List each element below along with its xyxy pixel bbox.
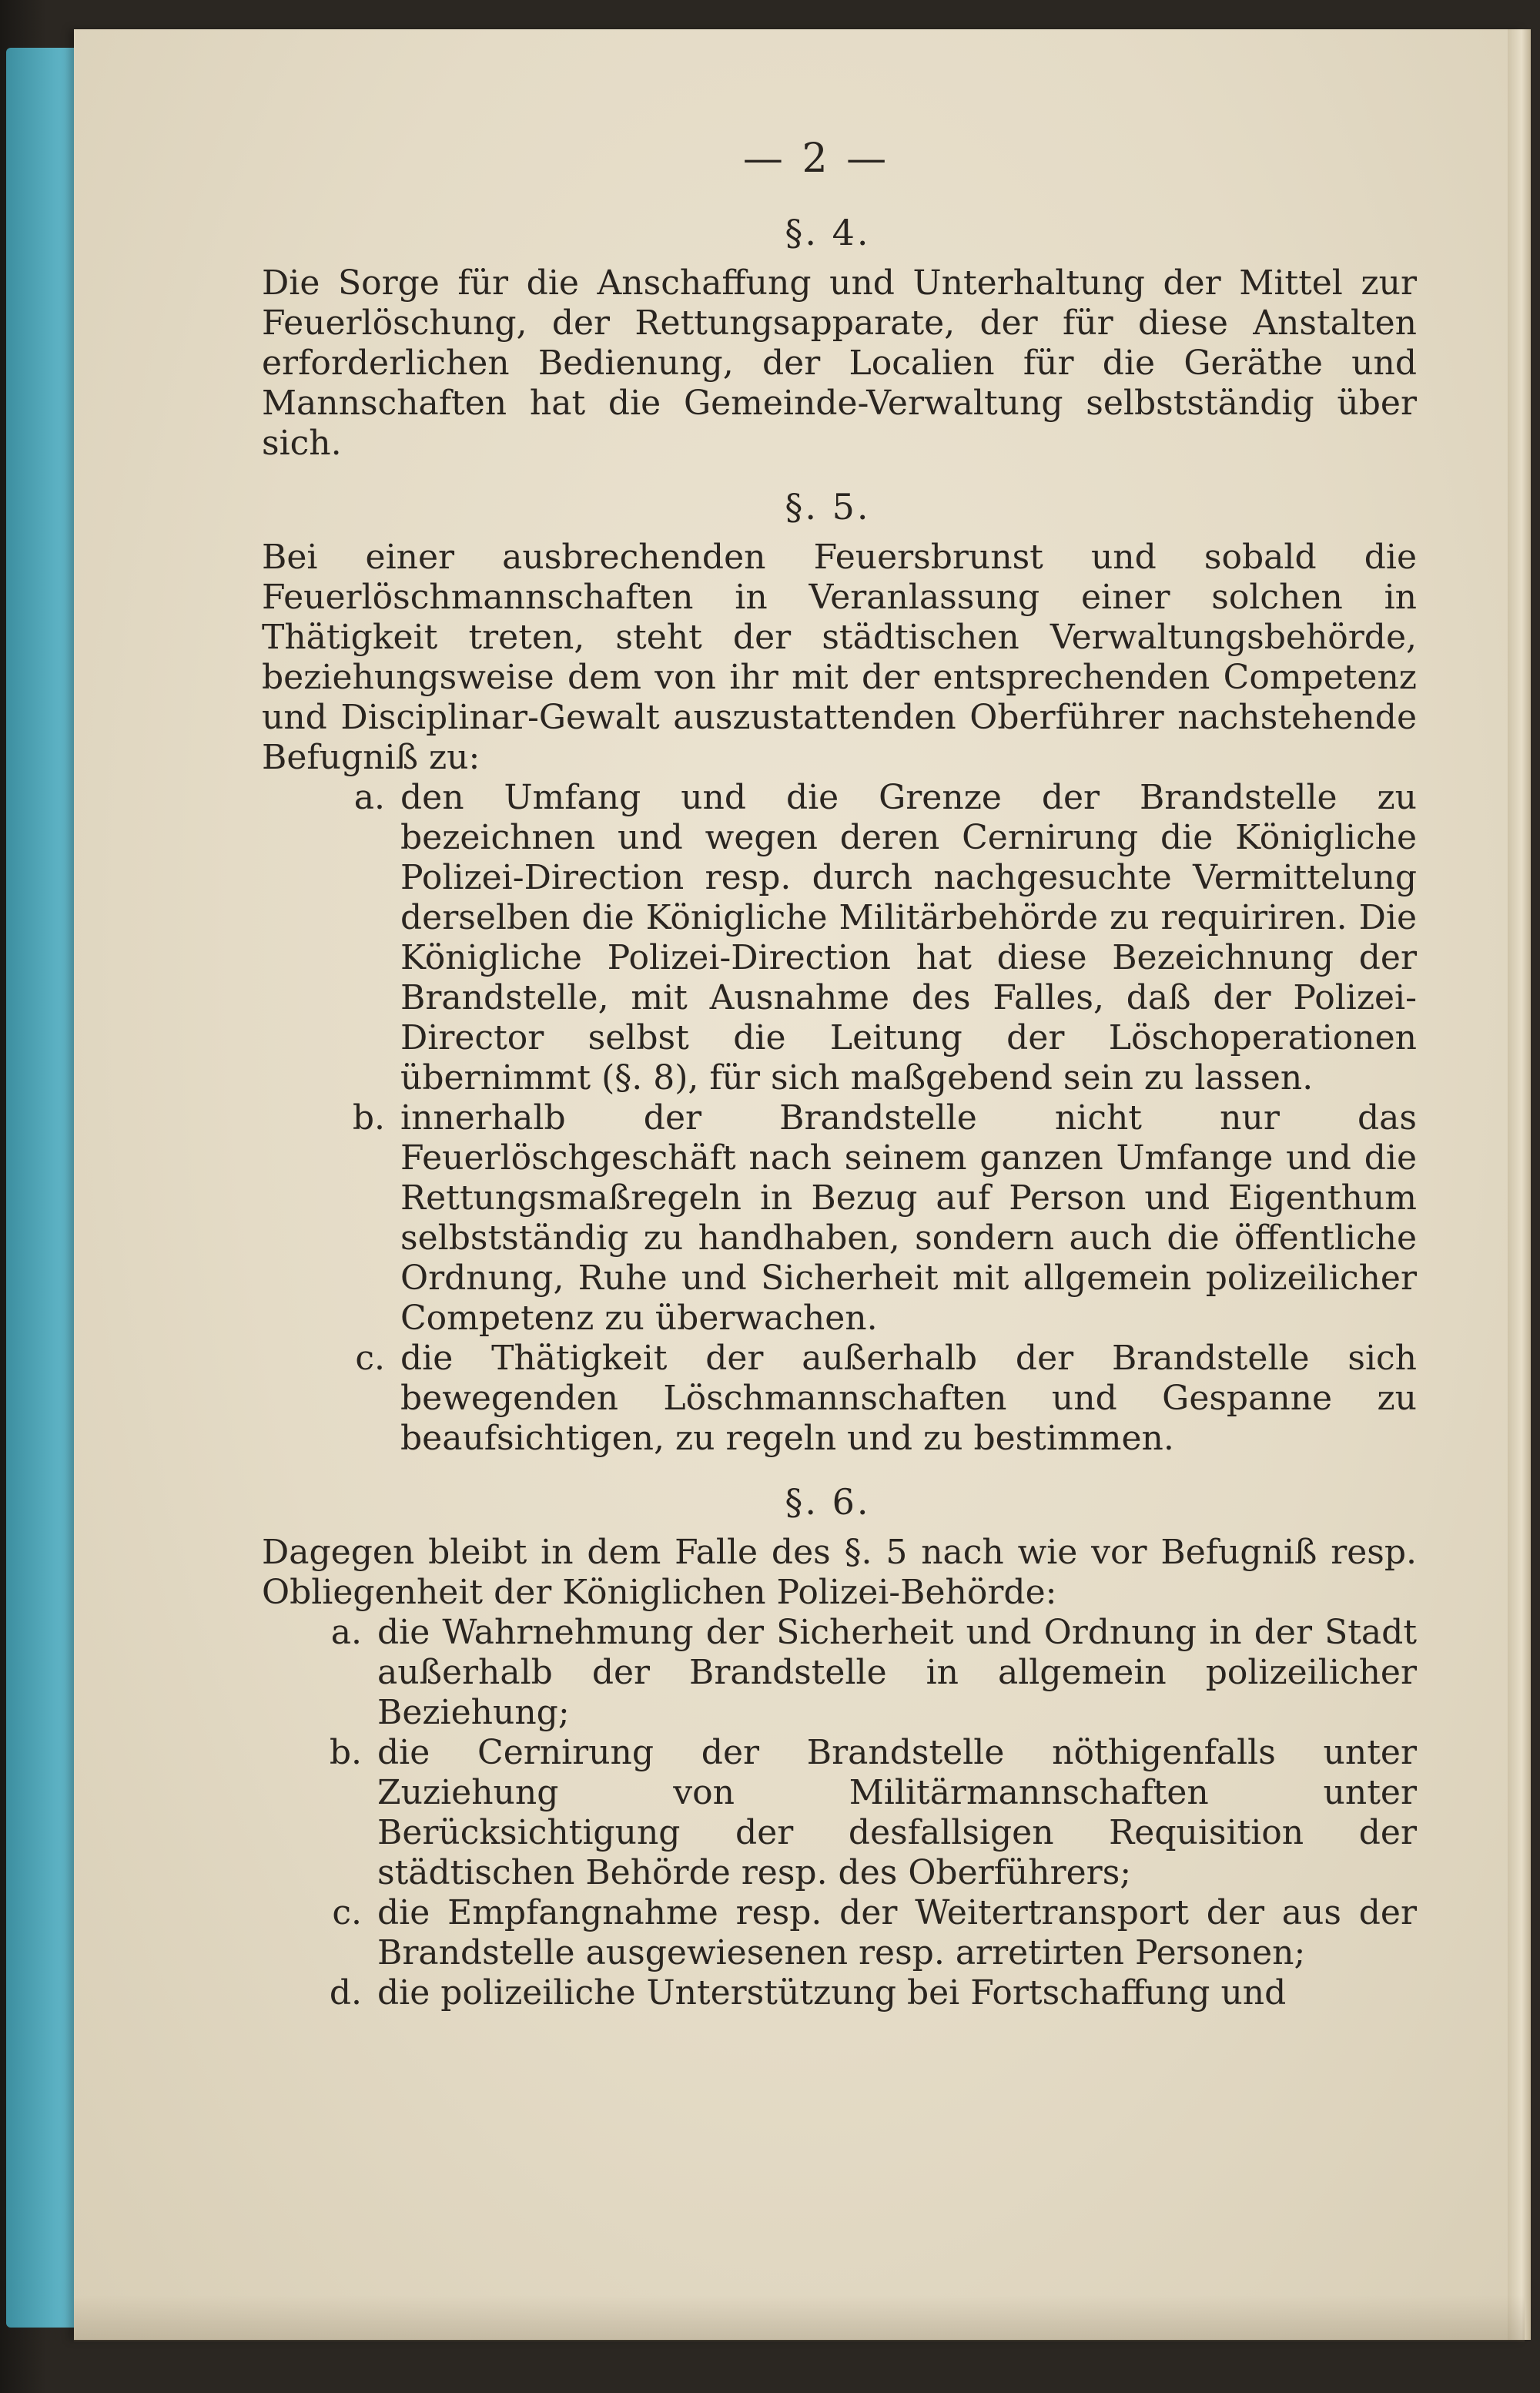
- item-marker: c.: [355, 1339, 385, 1378]
- section-paragraph: Dagegen bleibt in dem Falle des §. 5 nach wie vor Befugniß resp. Obliegenheit der Königlichen Polizei-Behörde:: [262, 1533, 1417, 1612]
- page-bottom-shade: [74, 2295, 1525, 2341]
- section-heading: §. 4.: [785, 212, 871, 253]
- page-number: — 2 —: [742, 136, 890, 182]
- item-text: die Wahrnehmung der Sicherheit und Ordnung in der Stadt außerhalb der Brandstelle in allgemein polizeilicher Beziehung;: [377, 1613, 1417, 1732]
- item-text: die Cernirung der Brandstelle nöthigenfalls unter Zuziehung von Militärmannschaften unter Berücksichtigung der desfallsigen Requisition der städtischen Behörde resp. des Oberführers;: [377, 1733, 1417, 1892]
- item-text: die polizeiliche Unterstützung bei Fortschaffung und: [377, 1973, 1287, 2013]
- section-4: [262, 213, 1417, 464]
- item-text: den Umfang und die Grenze der Brandstelle zu bezeichnen und wegen deren Cernirung die Königliche Polizei-Direction resp. durch nachgesuchte Vermittelung derselben die Königliche Militärbehörde zu requiriren. Die Königliche Polizei-Direction hat diese Bezeichnung der Brandstelle, mit Ausnahme des Falles, daß der Polizei-Director selbst die Leitung der Löschoperationen übernimmt (§. 8), für sich maßgebend sein zu lassen.: [400, 778, 1417, 1098]
- item-list: [262, 778, 1417, 1459]
- list-item: [331, 1098, 1417, 1339]
- section-5: [262, 487, 1417, 1459]
- item-text: die Empfangnahme resp. der Weitertransport der aus der Brandstelle ausgewiesenen resp. arretirten Personen;: [377, 1893, 1417, 1972]
- section-heading: §. 5.: [785, 486, 871, 528]
- item-marker: a.: [330, 1613, 362, 1652]
- list-item: [308, 1973, 1417, 2013]
- item-text: innerhalb der Brandstelle nicht nur das Feuerlöschgeschäft nach seinem ganzen Umfange und die Rettungsmaßregeln in Bezug auf Person und Eigenthum selbstständig zu handhaben, sondern auch die öffentliche Ordnung, Ruhe und Sicherheit mit allgemein polizeilicher Competenz zu überwachen.: [400, 1098, 1417, 1338]
- list-item: [331, 778, 1417, 1098]
- list-item: [308, 1733, 1417, 1893]
- page-gutter: [1508, 29, 1531, 2340]
- item-marker: d.: [329, 1973, 362, 2013]
- list-item: [308, 1613, 1417, 1733]
- item-marker: b.: [352, 1098, 385, 1138]
- list-item: [331, 1339, 1417, 1459]
- section-paragraph: Die Sorge für die Anschaffung und Unterhaltung der Mittel zur Feuerlöschung, der Rettungsapparate, der für diese Anstalten erforderlichen Bedienung, der Localien für die Geräthe und Mannschaften hat die Gemeinde-Verwaltung selbstständig über sich.: [262, 263, 1417, 463]
- section-paragraph: Bei einer ausbrechenden Feuersbrunst und sobald die Feuerlöschmannschaften in Veranlassung einer solchen in Thätigkeit treten, steht der städtischen Verwaltungsbehörde, beziehungsweise dem von ihr mit der entsprechenden Competenz und Disciplinar-Gewalt auszustattenden Oberführer nachstehende Befugniß zu:: [262, 538, 1417, 777]
- item-marker: b.: [329, 1733, 362, 1772]
- section-6: [262, 1482, 1417, 2013]
- list-item: [308, 1893, 1417, 1973]
- item-text: die Thätigkeit der außerhalb der Brandstelle sich bewegenden Löschmannschaften und Gespanne zu beaufsichtigen, zu regeln und zu bestimmen.: [400, 1339, 1417, 1458]
- item-marker: c.: [332, 1893, 362, 1932]
- page-text: [262, 136, 1417, 2013]
- section-heading: §. 6.: [785, 1481, 871, 1523]
- item-marker: a.: [353, 778, 385, 817]
- item-list: [262, 1613, 1417, 2013]
